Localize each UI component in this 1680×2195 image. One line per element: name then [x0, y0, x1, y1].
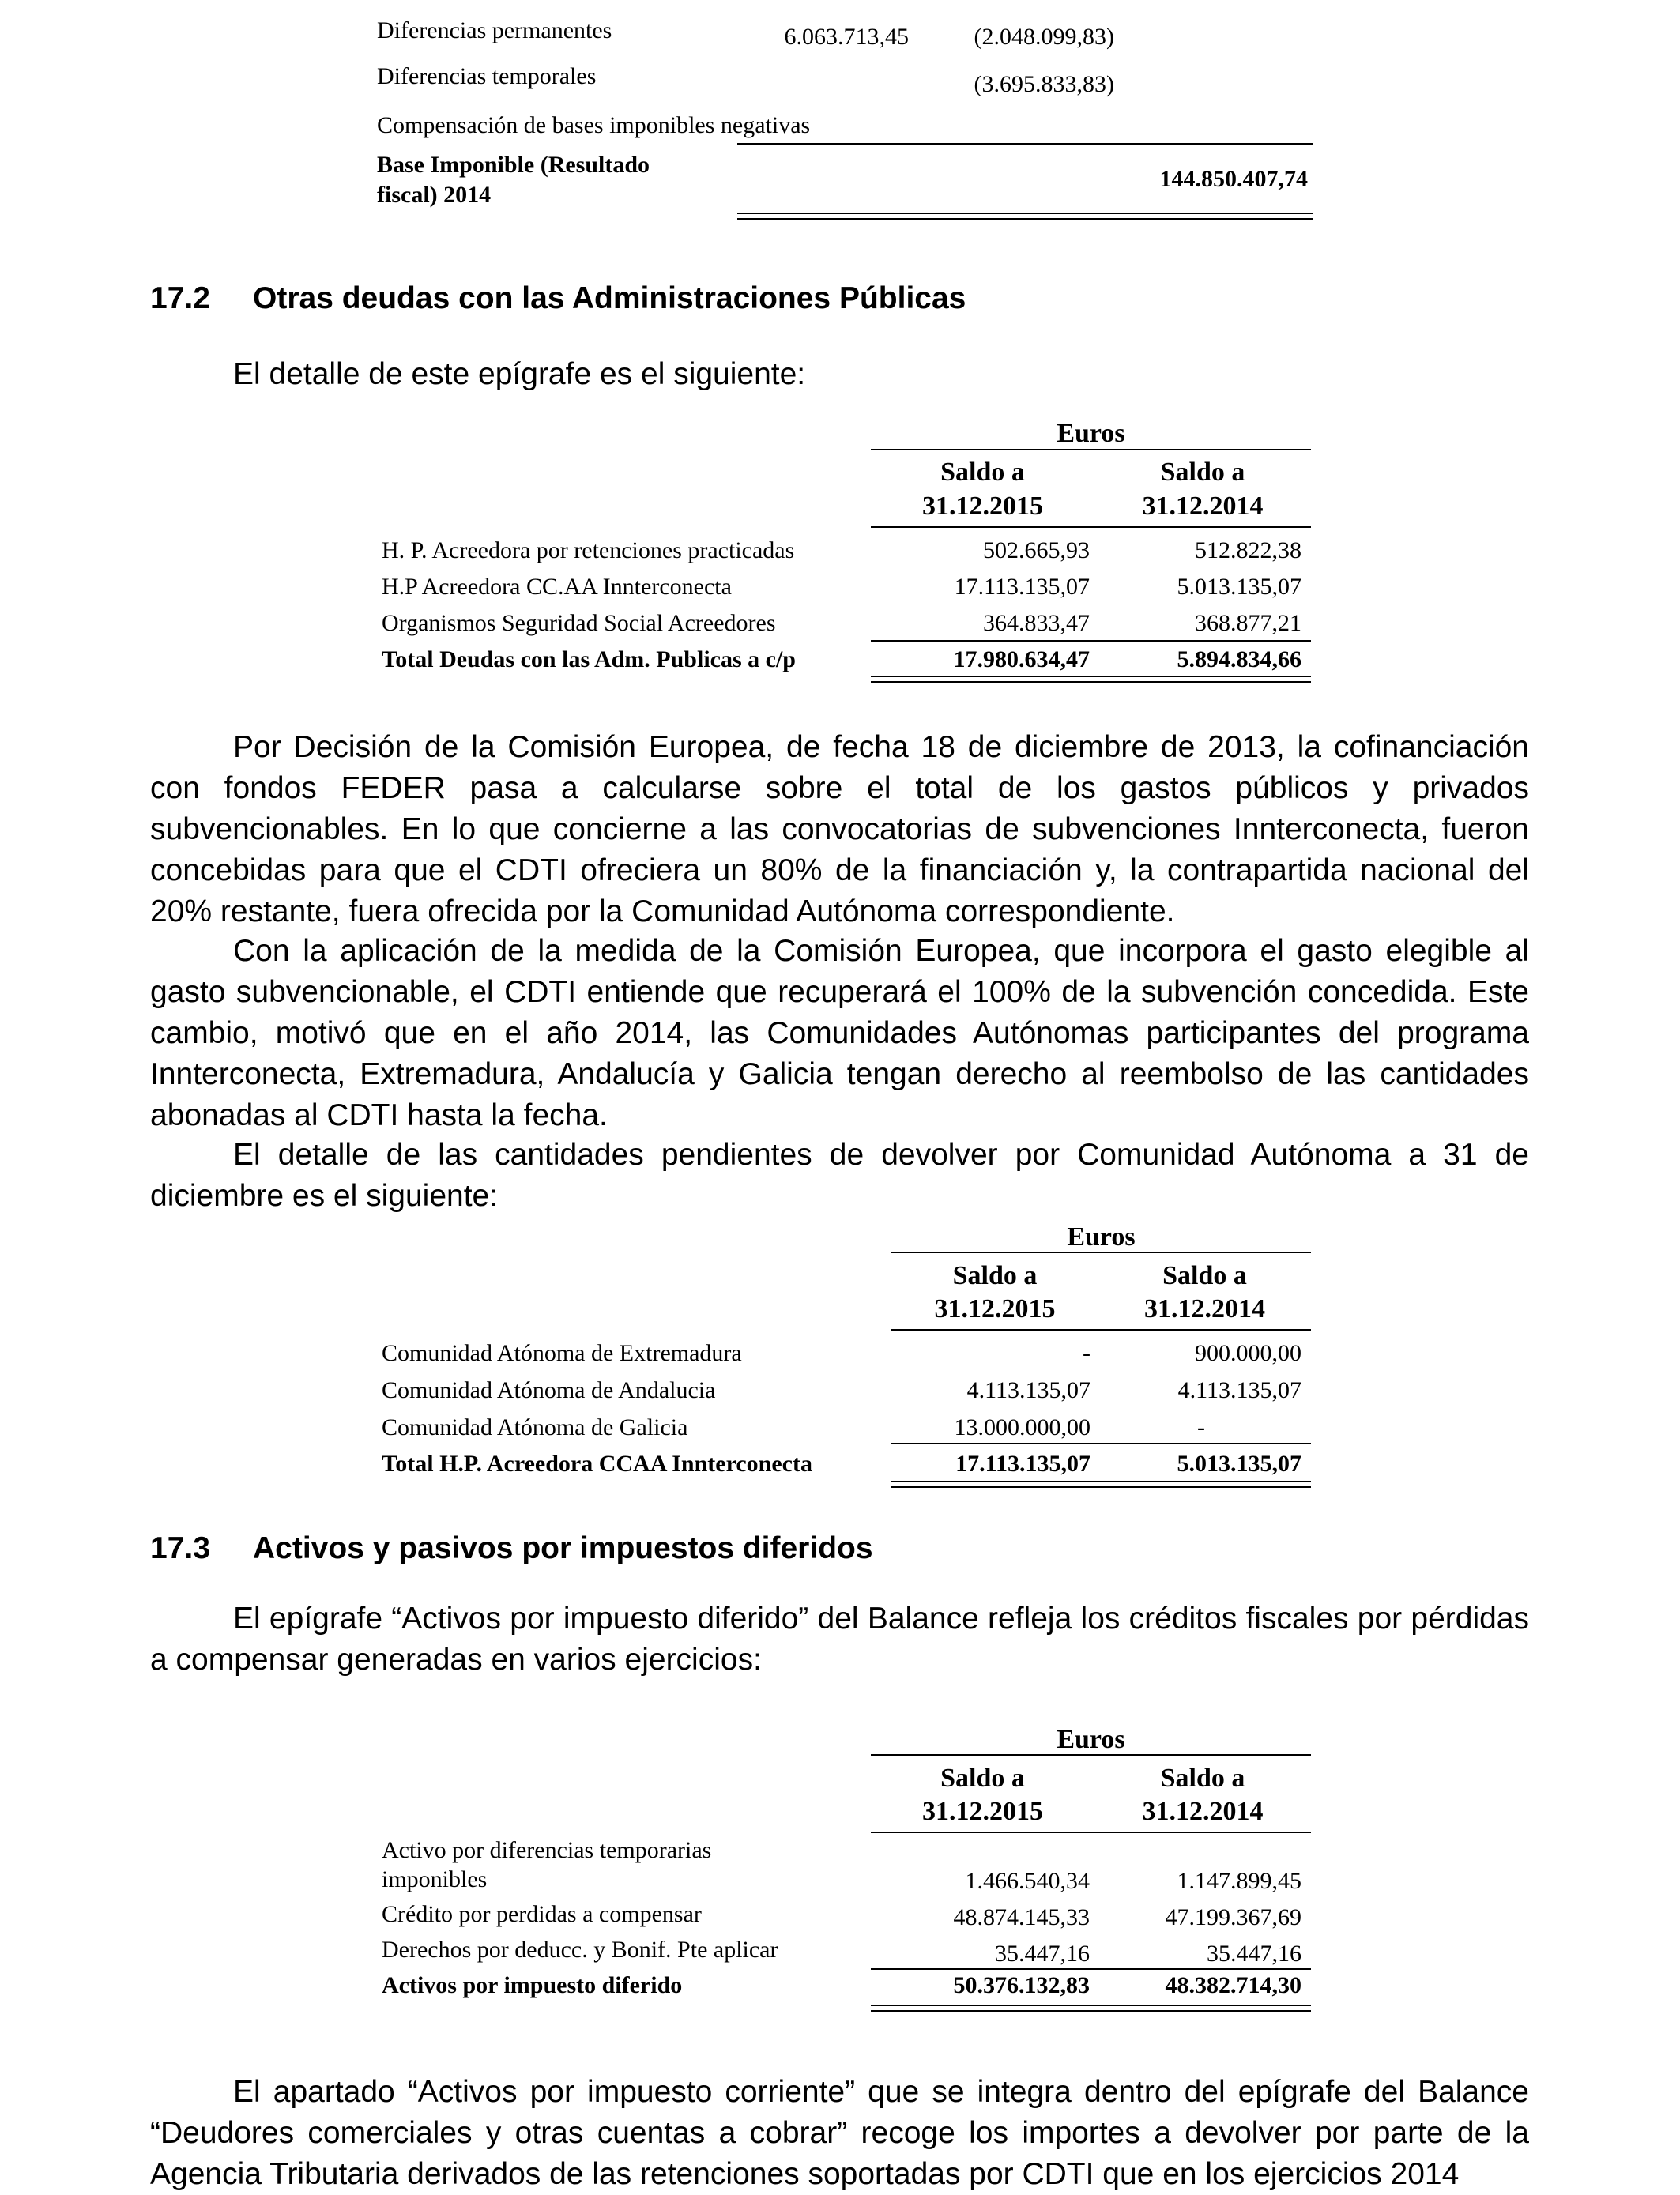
value-2015: 364.833,47 [983, 610, 1090, 636]
paragraph: El apartado “Activos por impuesto corriente” que se integra dentro del epígrafe del Balance “Deudores comerciales y otras cuentas a cobrar” recoge los importes a devolver por parte de la Agencia Tributaria derivados de las retenciones soportadas por CDTI que en los ejercicios 2014 [150, 2075, 1529, 2191]
col-header: 31.12.2014 [1144, 1294, 1265, 1323]
value-2015: - [1083, 1340, 1090, 1366]
row-label: Diferencias temporales [377, 63, 597, 89]
total-value: 144.850.407,74 [1159, 166, 1308, 192]
divider [891, 1329, 1311, 1331]
col-header: 31.12.2015 [922, 1797, 1043, 1826]
row-value-1: 6.063.713,45 [784, 24, 909, 50]
section-title: Activos y pasivos por impuestos diferidos [253, 1531, 873, 1565]
divider [737, 213, 1313, 214]
value-2014: 512.822,38 [1195, 537, 1301, 563]
divider [891, 1486, 1311, 1488]
tax-base-table [0, 0, 1680, 237]
value-2015: 502.665,93 [983, 537, 1090, 563]
paragraph: Con la aplicación de la medida de la Comisión Europea, que incorpora el gasto elegible al gasto subvencionable, el CDTI entiende que recuperará el 100% de la subvención concedida. Este cambio, motivó que en el año 2014, las Comunidades Autónomas participantes del programa Innterconecta, Extremadura, Andalucía y Galicia tengan derecho al reembolso de las cantidades abonadas al CDTI hasta la fecha. [150, 934, 1529, 1132]
row-label: Comunidad Atónoma de Extremadura [382, 1340, 742, 1366]
row-label: Organismos Seguridad Social Acreedores [382, 610, 776, 636]
divider [871, 1968, 1311, 1970]
col-header: 31.12.2014 [1142, 1797, 1264, 1826]
divider [891, 1481, 1311, 1482]
value-2015: 35.447,16 [995, 1941, 1090, 1967]
row-label: Comunidad Atónoma de Andalucia [382, 1377, 716, 1403]
value-2014: 35.447,16 [1207, 1941, 1301, 1967]
row-label: imponibles [382, 1866, 488, 1892]
divider [871, 449, 1311, 450]
total-label: Total H.P. Acreedora CCAA Innterconecta [382, 1451, 812, 1477]
divider [891, 1443, 1311, 1444]
total-2014: 48.382.714,30 [1165, 1972, 1301, 1998]
row-label: Derechos por deducc. y Bonif. Pte aplicar [382, 1937, 778, 1963]
row-value-2: (2.048.099,83) [974, 24, 1114, 50]
divider [737, 143, 1313, 145]
section-title: Otras deudas con las Administraciones Públicas [253, 281, 966, 315]
value-2014: 1.147.899,45 [1177, 1868, 1301, 1894]
col-header: Saldo a [1162, 1261, 1247, 1290]
divider [871, 2010, 1311, 2012]
paragraph: El detalle de las cantidades pendientes de devolver por Comunidad Autónoma a 31 de diciembre es el siguiente: [150, 1138, 1529, 1213]
paragraph: El epígrafe “Activos por impuesto diferido” del Balance refleja los créditos fiscales por pérdidas a compensar generadas en varios ejercicios: [150, 1602, 1529, 1677]
total-2015: 17.980.634,47 [953, 646, 1090, 672]
value-2014: 47.199.367,69 [1165, 1904, 1301, 1930]
paragraph: Por Decisión de la Comisión Europea, de fecha 18 de diciembre de 2013, la cofinanciación con fondos FEDER pasa a calcularse sobre el total de los gastos públicos y privados subvencionables. En lo que concierne a las convocatorias de subvenciones Innterconecta, fueron concebidas para que el CDTI ofreciera un 80% de la financiación y, la contrapartida nacional del 20% restante, fuera ofrecida por la Comunidad Autónoma correspondiente. [150, 730, 1529, 928]
total-label: Base Imponible (Resultado [377, 152, 650, 178]
col-header: 31.12.2014 [1142, 491, 1264, 521]
value-2015: 1.466.540,34 [965, 1868, 1090, 1894]
divider [871, 681, 1311, 683]
divider [891, 1252, 1311, 1253]
value-2014: - [1197, 1414, 1205, 1440]
col-header: Saldo a [1160, 457, 1245, 487]
col-header: Saldo a [952, 1261, 1038, 1290]
value-2015: 17.113.135,07 [954, 574, 1090, 600]
section-number: 17.3 [150, 1531, 210, 1565]
total-label: Total Deudas con las Adm. Publicas a c/p [382, 646, 796, 672]
col-header: 31.12.2015 [934, 1294, 1056, 1323]
row-label: Compensación de bases imponibles negativas [377, 112, 811, 138]
total-2014: 5.013.135,07 [1177, 1451, 1301, 1477]
col-header: Saldo a [940, 457, 1025, 487]
value-2014: 900.000,00 [1195, 1340, 1301, 1366]
divider [871, 676, 1311, 677]
value-2014: 368.877,21 [1195, 610, 1301, 636]
total-2014: 5.894.834,66 [1177, 646, 1301, 672]
divider [737, 218, 1313, 220]
row-label: Diferencias permanentes [377, 17, 612, 43]
row-label: H.P Acreedora CC.AA Innterconecta [382, 574, 732, 600]
value-2014: 5.013.135,07 [1177, 574, 1301, 600]
total-label: fiscal) 2014 [377, 182, 492, 208]
col-header: 31.12.2015 [922, 491, 1043, 521]
group-header: Euros [1067, 1222, 1136, 1252]
group-header: Euros [1057, 419, 1125, 448]
total-2015: 17.113.135,07 [955, 1451, 1090, 1477]
total-label: Activos por impuesto diferido [382, 1972, 683, 1998]
row-label: Activo por diferencias temporarias [382, 1837, 712, 1863]
divider [871, 640, 1311, 642]
value-2015: 4.113.135,07 [966, 1377, 1090, 1403]
row-value-2: (3.695.833,83) [974, 71, 1114, 97]
divider [871, 1832, 1311, 1833]
divider [871, 2005, 1311, 2006]
total-2015: 50.376.132,83 [953, 1972, 1090, 1998]
divider [871, 1754, 1311, 1756]
intro-text: El detalle de este epígrafe es el siguiente: [233, 357, 806, 391]
value-2014: 4.113.135,07 [1177, 1377, 1301, 1403]
section-number: 17.2 [150, 281, 210, 315]
row-label: Comunidad Atónoma de Galicia [382, 1414, 688, 1440]
value-2015: 13.000.000,00 [954, 1414, 1090, 1440]
value-2015: 48.874.145,33 [953, 1904, 1090, 1930]
row-label: Crédito por perdidas a compensar [382, 1901, 702, 1927]
col-header: Saldo a [940, 1764, 1025, 1793]
divider [871, 526, 1311, 528]
col-header: Saldo a [1160, 1764, 1245, 1793]
row-label: H. P. Acreedora por retenciones practicadas [382, 537, 795, 563]
group-header: Euros [1057, 1725, 1125, 1754]
